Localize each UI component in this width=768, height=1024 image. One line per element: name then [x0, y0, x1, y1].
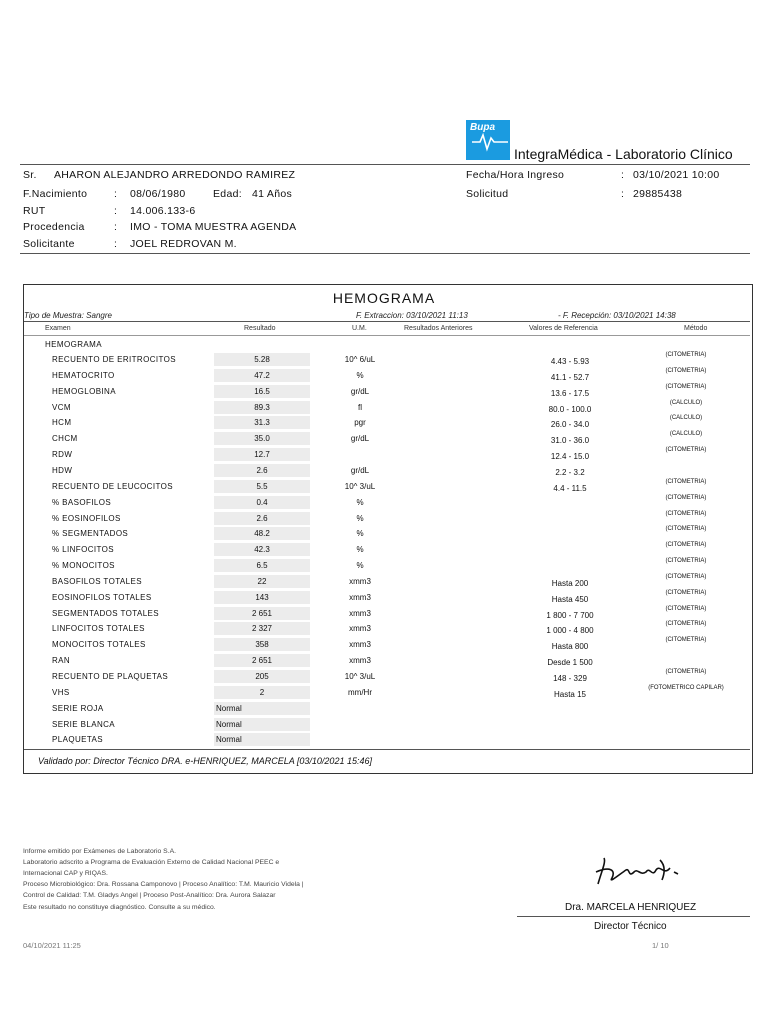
col-result: Resultado: [244, 325, 276, 332]
footer-line: Laboratorio adscrito a Programa de Evaluación Externo de Calidad Nacional PEEC e: [23, 859, 280, 867]
exam-result: 205: [214, 670, 310, 683]
exam-result: 2 327: [214, 622, 310, 635]
colon: :: [114, 221, 118, 233]
exam-result: 5.28: [214, 353, 310, 366]
meta-rule: [24, 321, 750, 322]
columns-rule: [24, 335, 750, 336]
col-reference: Valores de Referencia: [529, 325, 598, 332]
exam-unit: xmm3: [349, 608, 371, 618]
signer-name: Dra. MARCELA HENRIQUEZ: [565, 902, 697, 913]
exam-method: (CALCULO): [669, 415, 703, 422]
reception-date: - F. Recepción: 03/10/2021 14:38: [558, 311, 676, 320]
heartbeat-icon: [472, 132, 508, 152]
bupa-logo-text: Bupa: [470, 122, 495, 133]
colon: :: [621, 188, 625, 200]
footer-line: Internacional CAP y RIQAS.: [23, 870, 108, 878]
exam-name: BASOFILOS TOTALES: [52, 576, 142, 586]
exam-method: (CITOMETRIA): [665, 367, 707, 374]
exam-result: 22: [214, 575, 310, 588]
request-value: 29885438: [633, 188, 683, 200]
exam-reference: 148 - 329: [553, 674, 587, 683]
exam-result: 6.5: [214, 559, 310, 572]
dob-label: F.Nacimiento: [23, 188, 88, 200]
exam-name: VHS: [52, 687, 70, 697]
series-value: Normal: [214, 702, 310, 715]
exam-reference: 41.1 - 52.7: [550, 372, 590, 382]
exam-method: (CALCULO): [669, 399, 703, 406]
col-method: Método: [684, 325, 708, 332]
exam-unit: xmm3: [349, 576, 371, 586]
exam-method: (CITOMETRIA): [665, 383, 707, 390]
exam-unit: %: [356, 497, 364, 507]
exam-reference: Hasta 200: [551, 578, 589, 588]
admission-label: Fecha/Hora Ingreso: [466, 169, 565, 181]
exam-unit: xmm3: [349, 624, 371, 634]
section-title: HEMOGRAMA: [45, 340, 102, 349]
signature-icon: [590, 852, 690, 892]
exam-result: 16.5: [214, 385, 310, 398]
exam-method: (CITOMETRIA): [665, 637, 707, 644]
rut-label: RUT: [23, 205, 46, 217]
exam-unit: pgr: [354, 418, 366, 428]
rut-value: 14.006.133-6: [130, 205, 196, 217]
exam-result: 42.3: [214, 543, 310, 556]
exam-unit: 10^ 3/uL: [344, 672, 376, 681]
exam-reference: Hasta 800: [551, 642, 589, 652]
exam-result: 2.6: [214, 512, 310, 525]
header-rule-bottom: [20, 253, 750, 254]
exam-reference: 4.4 - 11.5: [553, 483, 587, 493]
footer-line: Proceso Microbiológico: Dra. Rossana Camponovo | Proceso Analítico: T.M. Mauricio Videla |: [23, 881, 304, 889]
exam-reference: 1 800 - 7 700: [546, 610, 594, 620]
exam-result: 0.4: [214, 496, 310, 509]
exam-unit: fl: [358, 402, 362, 412]
age-label: Edad:: [213, 188, 242, 200]
series-value: Normal: [214, 718, 310, 731]
exam-name: EOSINOFILOS TOTALES: [52, 592, 152, 602]
exam-name: RECUENTO DE LEUCOCITOS: [52, 481, 173, 491]
colon: :: [621, 169, 625, 181]
exam-reference: 4.43 - 5.93: [550, 357, 590, 366]
exam-method: (CITOMETRIA): [665, 494, 707, 501]
exam-name: % MONOCITOS: [52, 561, 115, 571]
sr-label: Sr.: [23, 169, 37, 181]
exam-result: 31.3: [214, 416, 310, 429]
request-label: Solicitud: [466, 188, 509, 200]
exam-unit: gr/dL: [350, 386, 370, 396]
exam-name: CHCM: [52, 434, 78, 444]
exam-unit: %: [356, 513, 364, 523]
exam-method: (CITOMETRIA): [665, 589, 707, 596]
exam-method: (CITOMETRIA): [665, 558, 707, 565]
exam-name: SEGMENTADOS TOTALES: [52, 608, 160, 618]
exam-method: (CITOMETRIA): [665, 542, 707, 549]
exam-reference: 13.6 - 17.5: [550, 388, 590, 398]
exam-name: VCM: [52, 402, 71, 412]
lab-name: IntegraMédica - Laboratorio Clínico: [514, 146, 733, 162]
signature-rule: [517, 916, 750, 917]
footer-line: Informe emitido por Exámenes de Laboratorio S.A.: [23, 848, 177, 855]
page-number: 1/ 10: [652, 941, 669, 950]
exam-unit: mm/Hr: [348, 687, 372, 697]
exam-method: (CITOMETRIA): [665, 510, 707, 517]
exam-unit: %: [356, 529, 364, 539]
col-exam: Examen: [45, 325, 71, 332]
colon: :: [114, 238, 118, 250]
exam-name: HEMATOCRITO: [52, 370, 115, 380]
series-value: Normal: [214, 733, 310, 746]
report-title: HEMOGRAMA: [332, 290, 436, 306]
exam-method: (CITOMETRIA): [665, 478, 707, 485]
exam-unit: 10^ 6/uL: [344, 355, 376, 364]
exam-method: (CITOMETRIA): [665, 605, 707, 612]
exam-result: 47.2: [214, 369, 310, 382]
exam-name: % EOSINOFILOS: [52, 513, 121, 523]
exam-method: (CITOMETRIA): [665, 352, 707, 358]
exam-reference: 1 000 - 4 800: [546, 626, 594, 636]
exam-result: 358: [214, 638, 310, 651]
exam-reference: Hasta 15: [553, 689, 587, 699]
exam-unit: %: [356, 545, 364, 555]
exam-name: HDW: [52, 465, 73, 475]
exam-name: % SEGMENTADOS: [52, 529, 129, 539]
exam-result: 143: [214, 591, 310, 604]
exam-reference: Hasta 450: [551, 594, 589, 604]
footer-line: Este resultado no constituye diagnóstico. Consulte a su médico.: [23, 903, 216, 911]
exam-result: 89.3: [214, 401, 310, 414]
exam-unit: %: [356, 370, 364, 380]
exam-method: (FOTOMETRICO CAPILAR): [648, 684, 724, 691]
exam-name: RAN: [52, 656, 71, 666]
exam-unit: xmm3: [349, 640, 371, 650]
exam-method: (CITOMETRIA): [665, 621, 707, 628]
validation-text: Validado por: Director Técnico DRA. e-HENRIQUEZ, MARCELA [03/10/2021 15:46]: [38, 756, 372, 766]
exam-method: (CALCULO): [669, 431, 703, 438]
patient-name: AHARON ALEJANDRO ARREDONDO RAMIREZ: [54, 169, 296, 181]
exam-unit: %: [356, 561, 364, 571]
exam-name: RECUENTO DE PLAQUETAS: [52, 672, 169, 681]
header-rule-top: [20, 164, 750, 165]
exam-method: (CITOMETRIA): [665, 526, 707, 533]
exam-name: % LINFOCITOS: [52, 545, 114, 555]
exam-reference: Desde 1 500: [547, 658, 593, 668]
series-name: SERIE BLANCA: [52, 719, 116, 729]
exam-name: HCM: [52, 418, 72, 428]
dob-value: 08/06/1980: [130, 188, 186, 200]
extraction-date: F. Extraccion: 03/10/2021 11:13: [356, 311, 468, 320]
exam-method: (CITOMETRIA): [665, 573, 707, 580]
origin-value: IMO - TOMA MUESTRA AGENDA: [130, 221, 297, 233]
exam-name: LINFOCITOS TOTALES: [52, 624, 145, 634]
exam-method: (CITOMETRIA): [665, 447, 707, 454]
col-unit: U.M.: [352, 325, 367, 332]
exam-reference: 2.2 - 3.2: [555, 467, 585, 477]
exam-name: RDW: [52, 450, 73, 460]
exam-result: 48.2: [214, 527, 310, 540]
exam-reference: 31.0 - 36.0: [550, 436, 590, 446]
printed-date: 04/10/2021 11:25: [23, 941, 81, 950]
footer-line: Control de Calidad: T.M. Gladys Angel | Proceso Post-Analítico: Dra. Aurora Salazar: [23, 892, 276, 900]
age-value: 41 Años: [252, 188, 293, 200]
exam-unit: gr/dL: [350, 434, 370, 444]
exam-result: 2 651: [214, 607, 310, 620]
sample-type: Tipo de Muestra: Sangre: [24, 311, 112, 320]
validation-rule: [24, 749, 750, 750]
requester-value: JOEL REDROVAN M.: [130, 238, 237, 250]
exam-unit: xmm3: [349, 656, 371, 666]
admission-value: 03/10/2021 10:00: [633, 169, 720, 181]
exam-reference: 80.0 - 100.0: [548, 404, 592, 414]
signer-role: Director Técnico: [594, 921, 667, 932]
colon: :: [114, 188, 118, 200]
col-previous: Resultados Anteriores: [404, 325, 473, 332]
requester-label: Solicitante: [23, 238, 75, 250]
exam-unit: 10^ 3/uL: [344, 481, 376, 491]
origin-label: Procedencia: [23, 221, 85, 233]
exam-result: 2 651: [214, 654, 310, 667]
series-name: SERIE ROJA: [52, 703, 104, 713]
exam-result: 5.5: [214, 480, 310, 493]
exam-name: % BASOFILOS: [52, 497, 112, 507]
exam-name: MONOCITOS TOTALES: [52, 640, 146, 650]
exam-result: 2.6: [214, 464, 310, 477]
exam-name: HEMOGLOBINA: [52, 386, 116, 396]
exam-unit: xmm3: [349, 592, 371, 602]
exam-result: 35.0: [214, 432, 310, 445]
exam-reference: 26.0 - 34.0: [550, 420, 590, 430]
exam-method: (CITOMETRIA): [665, 669, 707, 675]
colon: :: [114, 205, 118, 217]
exam-name: RECUENTO DE ERITROCITOS: [52, 355, 177, 364]
exam-reference: 12.4 - 15.0: [550, 452, 590, 462]
exam-result: 12.7: [214, 448, 310, 461]
exam-result: 2: [214, 686, 310, 699]
series-name: PLAQUETAS: [52, 735, 104, 745]
exam-unit: gr/dL: [350, 465, 370, 475]
